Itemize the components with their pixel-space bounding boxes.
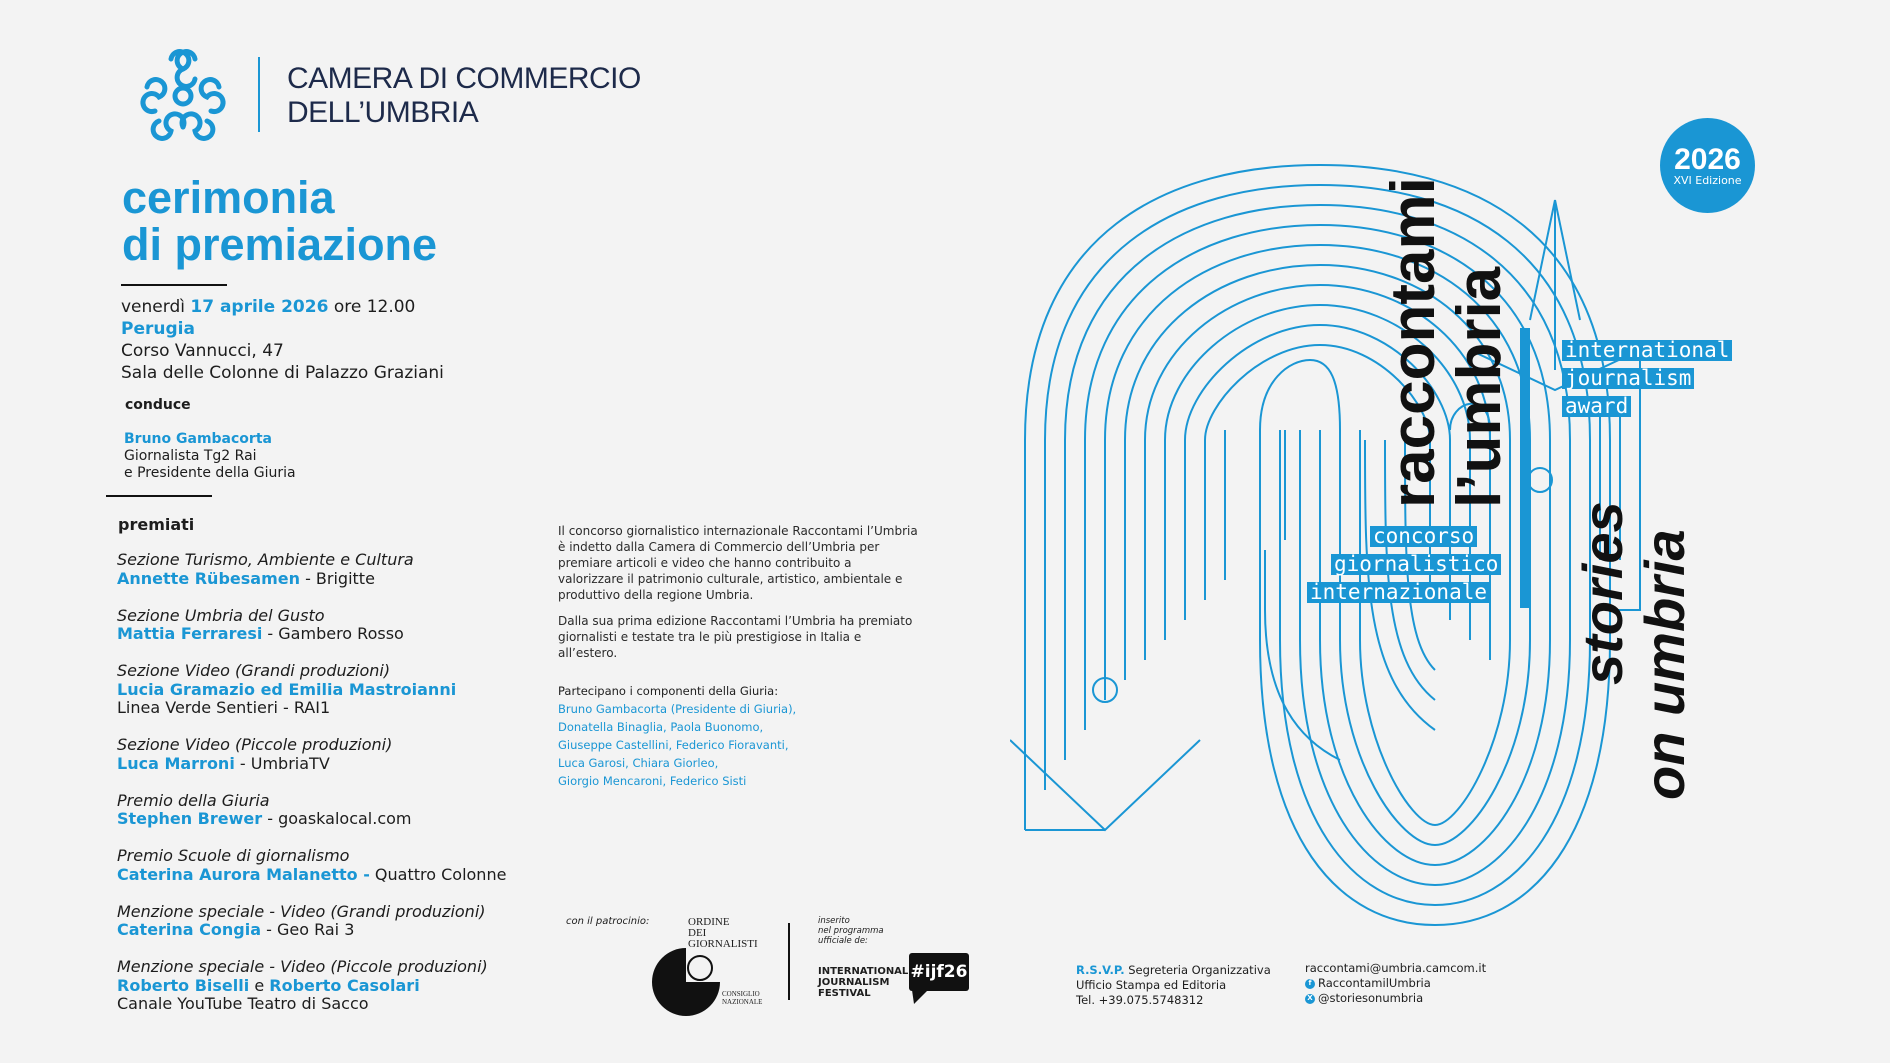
title-line2: di premiazione [122, 219, 438, 270]
edition-label: XVI Edizione [1673, 173, 1742, 187]
award-item [117, 607, 537, 644]
premiati-heading: premiati [118, 515, 195, 534]
label-giornalistico: giornalistico [1331, 554, 1501, 575]
jury-intro: Partecipano i componenti della Giuria: [558, 684, 779, 698]
event-venue: Sala delle Colonne di Palazzo Graziani [121, 363, 444, 383]
ijf-speech-tail-icon [912, 990, 928, 1004]
label-award: award [1562, 396, 1631, 417]
edition-year: 2026 [1674, 142, 1741, 176]
event-city: Perugia [121, 319, 195, 339]
host-role2: e Presidente della Giuria [124, 465, 296, 481]
conduce-details [124, 431, 296, 482]
event-day: venerdì [121, 297, 185, 317]
ijf-line1: INTERNATIONAL [818, 966, 909, 977]
odg-sub2: NAZIONALE [722, 998, 763, 1006]
facebook-icon: f [1305, 979, 1315, 989]
award-item [117, 551, 537, 588]
conduce-heading: conduce [125, 397, 191, 413]
label-concorso: concorso [1370, 526, 1477, 547]
award-outlet: - Gambero Rosso [262, 624, 404, 643]
description [558, 523, 918, 671]
award-winner: Luca Marroni [117, 753, 235, 773]
award-outlet: Canale YouTube Teatro di Sacco [117, 994, 369, 1013]
award-outlet: Quattro Colonne [369, 864, 507, 884]
odg-logo-icon [650, 946, 722, 1018]
award-winner: Lucia Gramazio ed Emilia Mastroianni [117, 679, 457, 699]
award-winner: Stephen Brewer [117, 809, 263, 828]
org-name-line1: CAMERA DI COMMERCIO [287, 62, 641, 95]
headline-bar [1520, 328, 1530, 608]
award-outlet: - Brigitte [299, 568, 375, 588]
camera-commercio-logo-icon [133, 47, 233, 145]
odg-line1: ORDINE [688, 916, 730, 928]
award-winner: Mattia Ferraresi [117, 624, 263, 643]
logo-divider [258, 57, 260, 132]
award-item [117, 792, 537, 829]
headline-umbria: l’umbria [1445, 266, 1514, 508]
odg-sub [722, 990, 762, 1006]
headline-stories: stories [1571, 501, 1634, 685]
award-section: Menzione speciale - Video (Grandi produzioni) [117, 901, 486, 921]
award-winner: Caterina Congia [117, 920, 262, 939]
ijf-line2: JOURNALISM [818, 977, 890, 988]
host-role1: Giornalista Tg2 Rai [124, 448, 257, 464]
host-name: Bruno Gambacorta [124, 431, 272, 447]
rsvp-line2: Ufficio Stampa ed Editoria [1076, 978, 1227, 992]
event-time: ore 12.00 [333, 297, 416, 317]
rsvp-line1: Segreteria Organizzativa [1124, 963, 1271, 977]
award-item [117, 903, 537, 940]
award-winner: Annette Rübesamen [117, 568, 300, 588]
label-journalism: journalism [1562, 368, 1694, 389]
title-rule [121, 284, 227, 286]
odg-line2: DEI [688, 927, 707, 939]
award-section: Menzione speciale - Video (Piccole produzioni) [117, 957, 488, 976]
award-item [117, 736, 537, 773]
award-outlet: - UmbriaTV [234, 753, 330, 773]
award-outlet: - goaskalocal.com [262, 809, 412, 828]
headline-raccontami: raccontami [1379, 177, 1448, 508]
description-p1: Il concorso giornalistico internazionale Raccontami l’Umbria è indetto dalla Camera di Commercio dell’Umbria per premiare articoli e video che hanno contribuito a valorizzare il patrimonio culturale, artistico, ambientale e produttivo della regione Umbria. [558, 524, 918, 602]
award-winner: Roberto Biselli [117, 975, 250, 995]
award-item [117, 958, 537, 1014]
contact-x[interactable]: @storiesonumbria [1318, 991, 1424, 1005]
label-internazionale: internazionale [1307, 582, 1490, 603]
ijf-intro-line2: nel programma [818, 926, 884, 936]
org-name-line2: DELL’UMBRIA [287, 96, 479, 129]
edition-badge [1660, 118, 1755, 213]
patronage-label: con il patrocinio: [566, 916, 650, 927]
contact-email[interactable]: raccontami@umbria.camcom.it [1305, 961, 1487, 975]
label-international: international [1562, 340, 1732, 361]
org-name [287, 62, 641, 130]
ijf-badge: #ijf26 [909, 953, 969, 991]
odg-line3: GIORNALISTI [688, 938, 758, 950]
award-item [117, 847, 537, 884]
rsvp [1076, 963, 1271, 1008]
x-icon: X [1305, 994, 1315, 1004]
award-winner: Caterina Aurora Malanetto - [117, 864, 370, 884]
award-outlet: - Geo Rai 3 [261, 920, 355, 939]
event-date: 17 aprile 2026 [190, 297, 329, 317]
event-address: Corso Vannucci, 47 [121, 341, 284, 361]
description-p2: Dalla sua prima edizione Raccontami l’Umbria ha premiato giornalisti e testate tra le più prestigiose in Italia e all’estero. [558, 614, 913, 660]
page-title [122, 174, 437, 268]
awards-list [117, 551, 537, 1032]
award-item [117, 662, 537, 718]
ijf-line3: FESTIVAL [818, 988, 871, 999]
award-section: Sezione Umbria del Gusto [117, 605, 325, 625]
premiati-rule [106, 495, 212, 497]
award-section: Sezione Video (Grandi produzioni) [117, 661, 391, 680]
rsvp-label: R.S.V.P. [1076, 963, 1125, 977]
jury-members: Bruno Gambacorta (Presidente di Giuria), Donatella Binaglia, Paola Buonomo, Giuseppe Castellini, Federico Fioravanti, Luca Garosi, Chiara Giorleo, Giorgio Mencaroni, Federico Sisti [558, 702, 797, 788]
award-winner: Roberto Casolari [269, 975, 420, 995]
ijf-name [818, 966, 908, 999]
rsvp-phone: Tel. +39.075.5748312 [1076, 993, 1204, 1007]
event-details [121, 296, 444, 384]
award-outlet: Linea Verde Sentieri - RAI1 [117, 698, 331, 717]
odg-sub1: CONSIGLIO [722, 990, 760, 998]
award-section: Premio Scuole di giornalismo [117, 846, 350, 865]
award-section: Sezione Video (Piccole produzioni) [117, 735, 393, 754]
contact-facebook[interactable]: RaccontamilUmbria [1318, 976, 1431, 990]
award-section: Sezione Turismo, Ambiente e Cultura [117, 550, 414, 569]
jury [558, 682, 858, 790]
patronage-divider [788, 923, 790, 1000]
ijf-intro-line3: ufficiale de: [818, 936, 868, 946]
title-line1: cerimonia [122, 172, 335, 223]
ijf-intro [818, 916, 884, 946]
award-conj: e [249, 975, 270, 995]
ijf-intro-line1: inserito [818, 916, 850, 926]
headline-on-umbria: on umbria [1633, 529, 1696, 800]
contacts [1305, 961, 1486, 1006]
award-section: Premio della Giuria [117, 790, 270, 810]
